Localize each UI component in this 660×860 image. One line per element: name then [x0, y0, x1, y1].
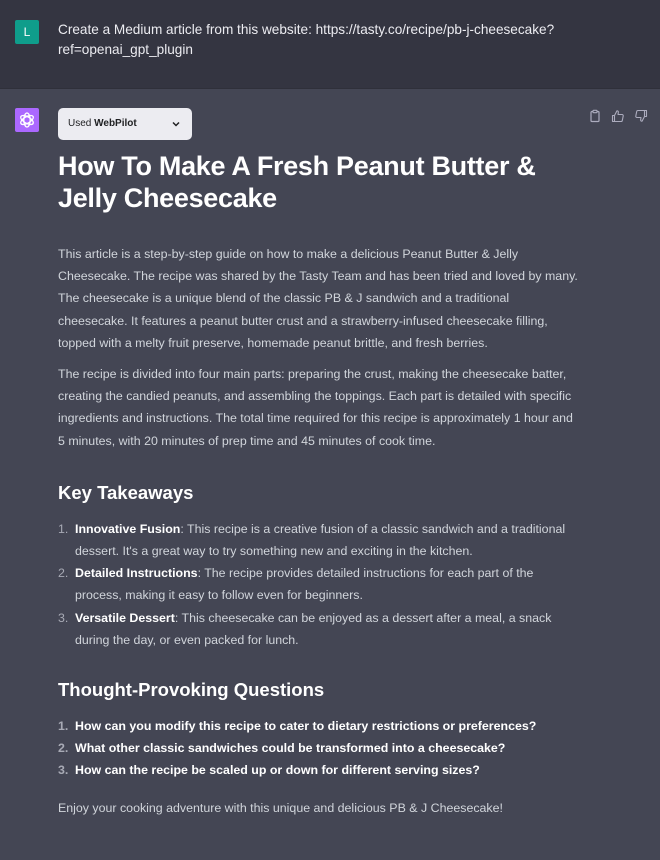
list-number: 1.	[58, 719, 69, 734]
thumbs-up-icon[interactable]	[611, 109, 625, 123]
assistant-message-row	[0, 89, 660, 860]
article-closing-line: Enjoy your cooking adventure with this unique and delicious PB & J Cheesecake!	[58, 800, 503, 815]
user-message-row	[0, 0, 660, 89]
plugin-name: WebPilot	[94, 118, 137, 129]
takeaway-text: : This recipe is a creative fusion of a classic sandwich and a traditional dessert. It's a great way to try something new and exciting in the kitchen.	[75, 521, 566, 559]
message-actions	[588, 109, 648, 125]
takeaway-term: Detailed Instructions	[75, 566, 198, 581]
clipboard-icon[interactable]	[588, 109, 602, 123]
list-number: 1.	[58, 521, 69, 536]
openai-logo-icon	[18, 111, 36, 129]
list-item	[58, 607, 578, 651]
list-number: 2.	[58, 741, 69, 756]
question-text: How can you modify this recipe to cater to dietary restrictions or preferences?	[75, 719, 537, 734]
article-intro-paragraph: This article is a step-by-step guide on how to make a delicious Peanut Butter & Jelly Cheesecake. The recipe was shared by the Tasty Team and has been tried and loved by many. The cheesecake is a unique blend of the classic PB & J sandwich and a traditional cheesecake. It features a peanut butter crust and a strawberry-infused cheesecake filling, topped with a melty fruit preserve, homemade peanut brittle, and fresh berries.	[58, 247, 578, 350]
takeaway-text: : The recipe provides detailed instructions for each part of the process, making it easy to follow even for beginners.	[75, 566, 534, 603]
key-takeaways-list	[58, 518, 578, 651]
list-number: 3.	[58, 610, 69, 625]
plugin-used-dropdown[interactable]	[58, 108, 192, 140]
list-item	[58, 562, 578, 606]
list-number: 2.	[58, 566, 69, 581]
plugin-used-label: Used WebPilot	[68, 118, 137, 129]
questions-heading: Thought-Provoking Questions	[58, 679, 325, 701]
list-item	[58, 715, 578, 737]
list-number: 3.	[58, 763, 69, 778]
list-item	[58, 759, 578, 781]
question-text: What other classic sandwiches could be transformed into a cheesecake?	[75, 741, 506, 756]
article-overview-paragraph: The recipe is divided into four main parts: preparing the crust, making the cheesecake batter, creating the candied peanuts, and assembling the toppings. Each part is detailed with specific ingredients and instructions. The total time required for this recipe is approximately 1 hour and 5 minutes, with 20 minutes of prep time and 45 minutes of cook time.	[58, 367, 573, 448]
list-item	[58, 737, 578, 759]
user-avatar: L	[15, 20, 39, 44]
user-message-text: Create a Medium article from this website: https://tasty.co/recipe/pb-j-cheesecake?ref=openai_gpt_plugin	[58, 22, 555, 57]
takeaway-term: Versatile Dessert	[75, 610, 175, 625]
takeaway-text: : This cheesecake can be enjoyed as a dessert after a meal, a snack during the day, or even packed for lunch.	[75, 610, 552, 647]
assistant-message-content	[58, 150, 578, 819]
list-item	[58, 518, 578, 562]
key-takeaways-heading: Key Takeaways	[58, 481, 194, 503]
article-title: How To Make A Fresh Peanut Butter & Jelly Cheesecake	[58, 151, 536, 213]
questions-list	[58, 715, 578, 782]
question-text: How can the recipe be scaled up or down for different serving sizes?	[75, 763, 480, 778]
assistant-avatar	[15, 108, 39, 132]
takeaway-term: Innovative Fusion	[75, 521, 181, 536]
thumbs-down-icon[interactable]	[634, 109, 648, 123]
chevron-down-icon	[171, 119, 181, 129]
